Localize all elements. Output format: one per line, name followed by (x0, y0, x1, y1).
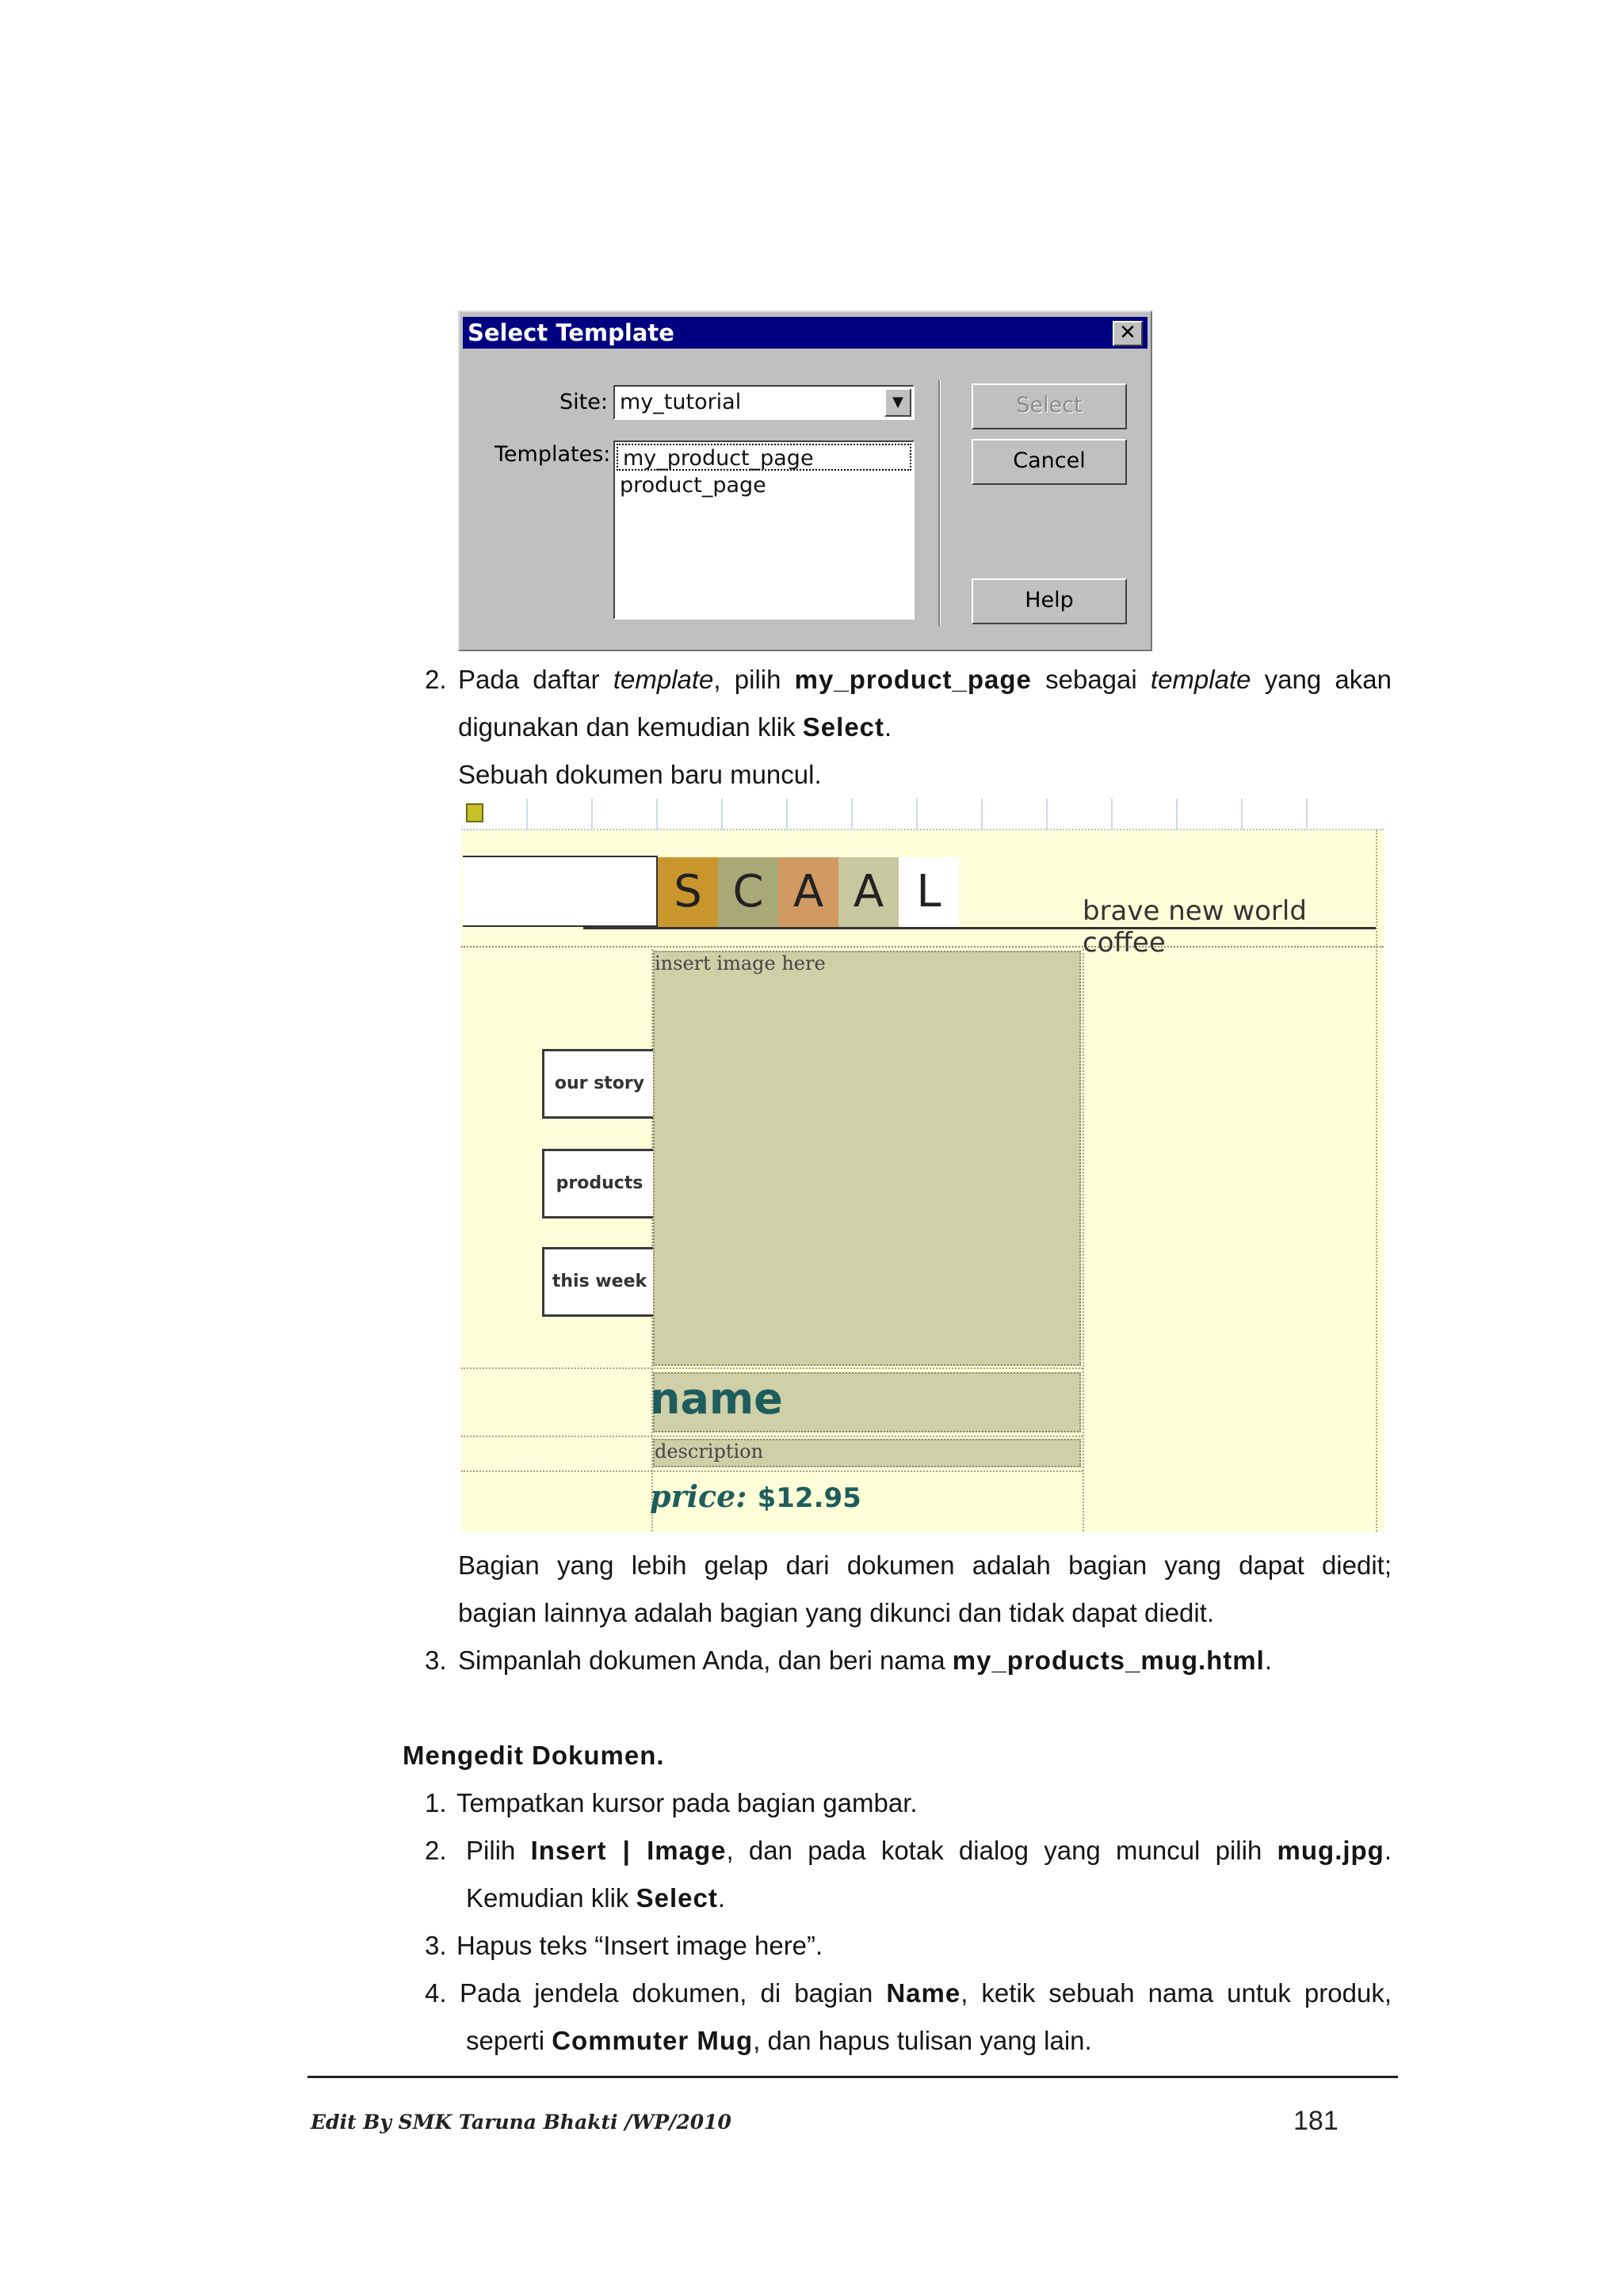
ruler (461, 799, 1384, 830)
list-number: 2. (425, 1836, 447, 1865)
logo-letter: S (658, 857, 718, 927)
chevron-down-icon[interactable]: ▼ (884, 388, 911, 417)
step2-number: 2. (425, 665, 447, 694)
page-number: 181 (1293, 2106, 1338, 2136)
list-number: 1. (425, 1788, 447, 1817)
help-button[interactable]: Help (972, 578, 1127, 624)
nav-our-story[interactable]: our story (542, 1049, 655, 1119)
site-select-value: my_tutorial (620, 390, 742, 414)
product-price: price: $12.95 (650, 1478, 861, 1514)
nav-products[interactable]: products (542, 1149, 655, 1219)
cancel-button[interactable]: Cancel (972, 439, 1127, 485)
logo-letter: A (778, 857, 838, 927)
dialog-titlebar (463, 317, 1148, 349)
logo-letter: L (899, 857, 959, 927)
step2-line2: digunakan dan kemudian klik Select. (458, 712, 892, 742)
template-page-screenshot (461, 799, 1384, 1531)
footer-rule (307, 2076, 1398, 2078)
logo-letter: A (838, 857, 899, 927)
dialog-separator (938, 380, 941, 626)
close-icon[interactable]: ✕ (1113, 321, 1143, 346)
templates-label: Templates: (495, 442, 611, 467)
step2-line1: Pada daftar template, pilih my_product_page sebagai template yang akan (458, 665, 1392, 694)
list-number: 3. (425, 1931, 447, 1960)
footer-credit: Edit By SMK Taruna Bhakti /WP/2010 (311, 2111, 731, 2134)
list-number: 4. (425, 1978, 447, 2008)
product-name: name (650, 1374, 783, 1424)
step3-text: Simpanlah dokumen Anda, dan beri nama my_products_mug.html. (458, 1646, 1272, 1675)
image-region[interactable] (653, 951, 1081, 1366)
select-button[interactable]: Select (972, 383, 1127, 429)
site-label: Site: (559, 390, 608, 414)
section-heading: Mengedit Dokumen. (403, 1741, 665, 1770)
step2-line3: Sebuah dokumen baru muncul. (458, 760, 822, 789)
dialog-title: Select Template (468, 319, 674, 346)
paragraph-line: bagian lainnya adalah bagian yang dikunci dan tidak dapat diedit. (458, 1598, 1215, 1627)
paragraph-line: Bagian yang lebih gelap dari dokumen adalah bagian yang dapat diedit; (458, 1550, 1392, 1580)
select-template-dialog (458, 311, 1152, 651)
header-band (461, 833, 1384, 959)
list-item: Pilih Insert | Image, dan pada kotak dialog yang muncul pilih mug.jpg. (466, 1836, 1392, 1865)
site-select[interactable] (613, 385, 915, 420)
list-item[interactable]: my_product_page (617, 444, 911, 471)
list-item-continuation: Kemudian klik Select. (466, 1883, 726, 1913)
list-item: Pada jendela dokumen, di bagian Name, ketik sebuah nama untuk produk, (460, 1978, 1392, 2008)
image-placeholder: insert image here (655, 952, 826, 974)
logo-box (463, 856, 658, 927)
templates-list[interactable] (613, 441, 915, 620)
step3-number: 3. (425, 1646, 447, 1675)
list-item: Hapus teks “Insert image here”. (456, 1931, 823, 1960)
description-region[interactable] (653, 1439, 1081, 1467)
product-description: description (655, 1440, 764, 1463)
template-icon (466, 803, 483, 822)
list-item[interactable]: product_page (620, 473, 766, 498)
list-item: Tempatkan kursor pada bagian gambar. (456, 1788, 918, 1817)
logo-letter: C (718, 857, 778, 927)
nav-this-week[interactable]: this week (542, 1247, 655, 1317)
tagline: brave new world coffee (1083, 895, 1307, 959)
list-item-continuation: seperti Commuter Mug, dan hapus tulisan yang lain. (466, 2026, 1092, 2055)
